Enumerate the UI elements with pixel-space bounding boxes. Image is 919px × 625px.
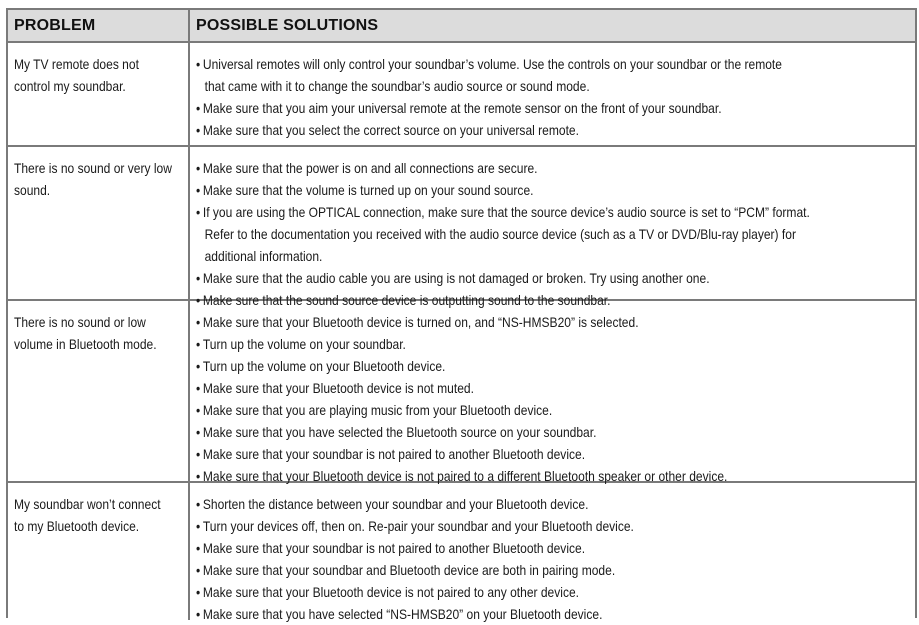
header-problem: PROBLEM <box>14 17 96 34</box>
solution-text: Make sure that you select the correct source on your universal remote. <box>202 122 579 138</box>
solution-item <box>196 559 910 581</box>
solutions-list <box>196 493 911 625</box>
solution-item <box>196 289 910 311</box>
bullet-icon: • <box>196 402 201 418</box>
bullet-icon: • <box>196 270 201 286</box>
troubleshooting-table <box>6 8 917 622</box>
problem-text: volume in Bluetooth mode. <box>14 336 157 352</box>
bullet-icon: • <box>196 122 201 138</box>
solution-text: that came with it to change the soundbar’s audio source or sound mode. <box>204 78 590 94</box>
solution-item <box>196 119 910 141</box>
solution-text: Make sure that your soundbar is not paired to another Bluetooth device. <box>202 540 586 556</box>
bullet-icon: • <box>196 562 201 578</box>
solution-item <box>196 399 910 421</box>
solution-text: Turn your devices off, then on. Re-pair your soundbar and your Bluetooth device. <box>202 518 634 534</box>
solution-text: Turn up the volume on your soundbar. <box>202 336 406 352</box>
solution-text: Make sure that your soundbar is not paired to another Bluetooth device. <box>202 446 586 462</box>
problem-text: My soundbar won’t connect <box>14 496 161 512</box>
solution-item <box>196 515 910 537</box>
solution-item <box>196 97 910 119</box>
bullet-icon: • <box>196 518 201 534</box>
problem-cell <box>14 311 184 355</box>
solution-item <box>196 333 910 355</box>
bullet-icon: • <box>196 160 201 176</box>
problem-text: to my Bluetooth device. <box>14 518 140 534</box>
bullet-icon: • <box>196 182 201 198</box>
bullet-icon: • <box>196 100 201 116</box>
bullet-icon: • <box>196 540 201 556</box>
solution-text: Make sure that the audio cable you are using is not damaged or broken. Try using another one. <box>202 270 710 286</box>
bullet-icon: • <box>196 56 201 72</box>
solution-text: additional information. <box>204 248 323 264</box>
bullet-icon: • <box>196 336 201 352</box>
solutions-list <box>196 157 911 311</box>
solution-text: Make sure that you have selected the Bluetooth source on your soundbar. <box>202 424 597 440</box>
solution-text: Turn up the volume on your Bluetooth device. <box>202 358 446 374</box>
bullet-icon: • <box>196 314 201 330</box>
bullet-icon: • <box>196 424 201 440</box>
solution-text: Make sure that you have selected “NS-HMSB20” on your Bluetooth device. <box>202 606 603 622</box>
problem-text: There is no sound or low <box>14 314 146 330</box>
bullet-icon: • <box>196 204 201 220</box>
solution-text: Universal remotes will only control your soundbar’s volume. Use the controls on your soundbar or the remote <box>202 56 782 72</box>
solution-text: Make sure that your soundbar and Bluetooth device are both in pairing mode. <box>202 562 616 578</box>
problem-cell <box>14 157 184 201</box>
solution-item <box>196 157 910 179</box>
solution-item <box>196 603 910 625</box>
bullet-icon: • <box>196 496 201 512</box>
solution-item <box>196 537 910 559</box>
bullet-icon: • <box>196 292 201 308</box>
solution-text: Make sure that the power is on and all connections are secure. <box>202 160 538 176</box>
solution-text: Refer to the documentation you received with the audio source device (such as a TV or DVD/Blu-ray player) for <box>204 226 796 242</box>
solutions-list <box>196 311 911 487</box>
bullet-icon: • <box>196 584 201 600</box>
bullet-icon: • <box>196 468 201 484</box>
solution-text: Make sure that your Bluetooth device is not paired to any other device. <box>202 584 580 600</box>
solution-item <box>196 581 910 603</box>
bullet-icon: • <box>196 606 201 622</box>
solution-item <box>196 179 910 201</box>
problem-text: sound. <box>14 182 51 198</box>
solution-item <box>196 53 910 97</box>
solution-text: Shorten the distance between your soundbar and your Bluetooth device. <box>202 496 589 512</box>
solutions-list <box>196 53 911 141</box>
row-separator <box>8 145 915 147</box>
table-header <box>8 10 915 43</box>
solution-text: Make sure that the sound source device is outputting sound to the soundbar. <box>202 292 611 308</box>
solution-text: Make sure that your Bluetooth device is not paired to a different Bluetooth speaker or other device. <box>202 468 728 484</box>
solution-text: Make sure that you aim your universal remote at the remote sensor on the front of your soundbar. <box>202 100 722 116</box>
solution-item <box>196 377 910 399</box>
problem-text: There is no sound or very low <box>14 160 172 176</box>
bullet-icon: • <box>196 380 201 396</box>
problem-cell <box>14 53 184 97</box>
solution-item <box>196 493 910 515</box>
solution-item <box>196 355 910 377</box>
column-divider <box>188 10 190 620</box>
solution-item <box>196 421 910 443</box>
solution-text: If you are using the OPTICAL connection, make sure that the source device’s audio source is set to “PCM” format. <box>202 204 810 220</box>
solution-item <box>196 267 910 289</box>
bullet-icon: • <box>196 358 201 374</box>
solution-item <box>196 201 910 267</box>
header-possible-solutions: POSSIBLE SOLUTIONS <box>196 17 379 34</box>
problem-text: My TV remote does not <box>14 56 139 72</box>
bullet-icon: • <box>196 446 201 462</box>
solution-item <box>196 443 910 465</box>
solution-text: Make sure that you are playing music from your Bluetooth device. <box>202 402 553 418</box>
solution-text: Make sure that your Bluetooth device is not muted. <box>202 380 474 396</box>
solution-item <box>196 465 910 487</box>
solution-item <box>196 311 910 333</box>
problem-cell <box>14 493 184 537</box>
solution-text: Make sure that your Bluetooth device is turned on, and “NS-HMSB20” is selected. <box>202 314 639 330</box>
problem-text: control my soundbar. <box>14 78 126 94</box>
solution-text: Make sure that the volume is turned up on your sound source. <box>202 182 534 198</box>
